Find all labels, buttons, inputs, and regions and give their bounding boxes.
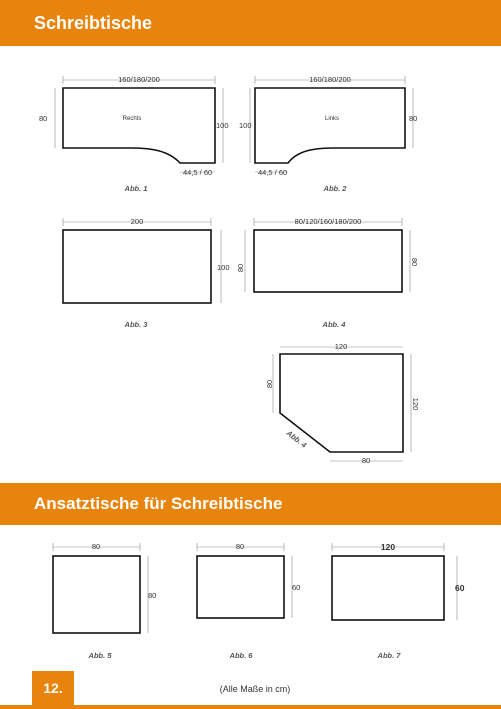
desk-abb1 <box>39 75 229 193</box>
abb6-outline <box>197 556 284 618</box>
abb2-width: 160/180/200 <box>309 75 351 84</box>
abb1-label: Rechts <box>122 116 142 122</box>
units-note: (Alle Maße in cm) <box>219 684 291 694</box>
abb1-height-left: 80 <box>39 114 48 123</box>
abb3-caption: Abb. 3 <box>124 320 148 329</box>
abb5-outline <box>53 556 140 633</box>
abb2-height-left: 100 <box>239 121 252 130</box>
addon-abb6 <box>197 542 300 660</box>
corner-diag: Abb. 4 <box>284 428 309 450</box>
abb5-height: 80 <box>148 591 157 600</box>
abb4-outline <box>254 230 402 292</box>
abb2-caption: Abb. 2 <box>323 184 347 193</box>
corner-top: 120 <box>334 342 348 351</box>
abb2-cut: 44,5 / 60 <box>258 168 288 177</box>
abb1-outline <box>63 88 215 163</box>
abb3-outline <box>63 230 211 303</box>
page-number-text: 12. <box>43 680 63 696</box>
section-band <box>0 483 501 525</box>
page-number <box>32 671 74 705</box>
abb5-caption: Abb. 5 <box>88 651 112 660</box>
abb5-width: 80 <box>91 542 101 551</box>
abb6-caption: Abb. 6 <box>229 651 253 660</box>
page-title: Schreibtische <box>34 13 153 33</box>
abb3-height: 100 <box>217 263 230 272</box>
addon-abb7 <box>332 542 465 660</box>
corner-right: 120 <box>411 397 420 411</box>
corner-left: 80 <box>265 379 274 389</box>
abb2-label: Links <box>324 116 340 122</box>
section-title: Ansatztische für Schreibtische <box>34 494 283 513</box>
abb4-width: 80/120/160/180/200 <box>294 217 362 226</box>
abb7-height: 60 <box>455 583 465 593</box>
bottom-bar <box>0 705 501 709</box>
abb7-width: 120 <box>380 542 396 552</box>
abb4-height-left: 80 <box>236 263 245 273</box>
abb6-height: 60 <box>292 583 301 592</box>
abb4-caption: Abb. 4 <box>322 320 346 329</box>
abb2-outline <box>255 88 405 163</box>
abb7-caption: Abb. 7 <box>377 651 401 660</box>
corner-desk <box>265 342 420 465</box>
corner-bottom: 80 <box>361 456 371 465</box>
desk-abb2 <box>239 75 417 193</box>
abb4-height-right: 80 <box>410 257 419 267</box>
addon-abb5 <box>53 542 156 660</box>
abb1-height-right: 100 <box>216 121 229 130</box>
abb2-height-right: 80 <box>409 114 418 123</box>
desk-abb4 <box>236 217 419 329</box>
abb1-caption: Abb. 1 <box>124 184 148 193</box>
abb6-width: 80 <box>235 542 245 551</box>
desk-abb3 <box>63 217 230 329</box>
abb1-cut: 44,5 / 60 <box>183 168 213 177</box>
abb7-outline <box>332 556 444 620</box>
abb3-width: 200 <box>130 217 144 226</box>
abb1-width: 160/180/200 <box>118 75 160 84</box>
